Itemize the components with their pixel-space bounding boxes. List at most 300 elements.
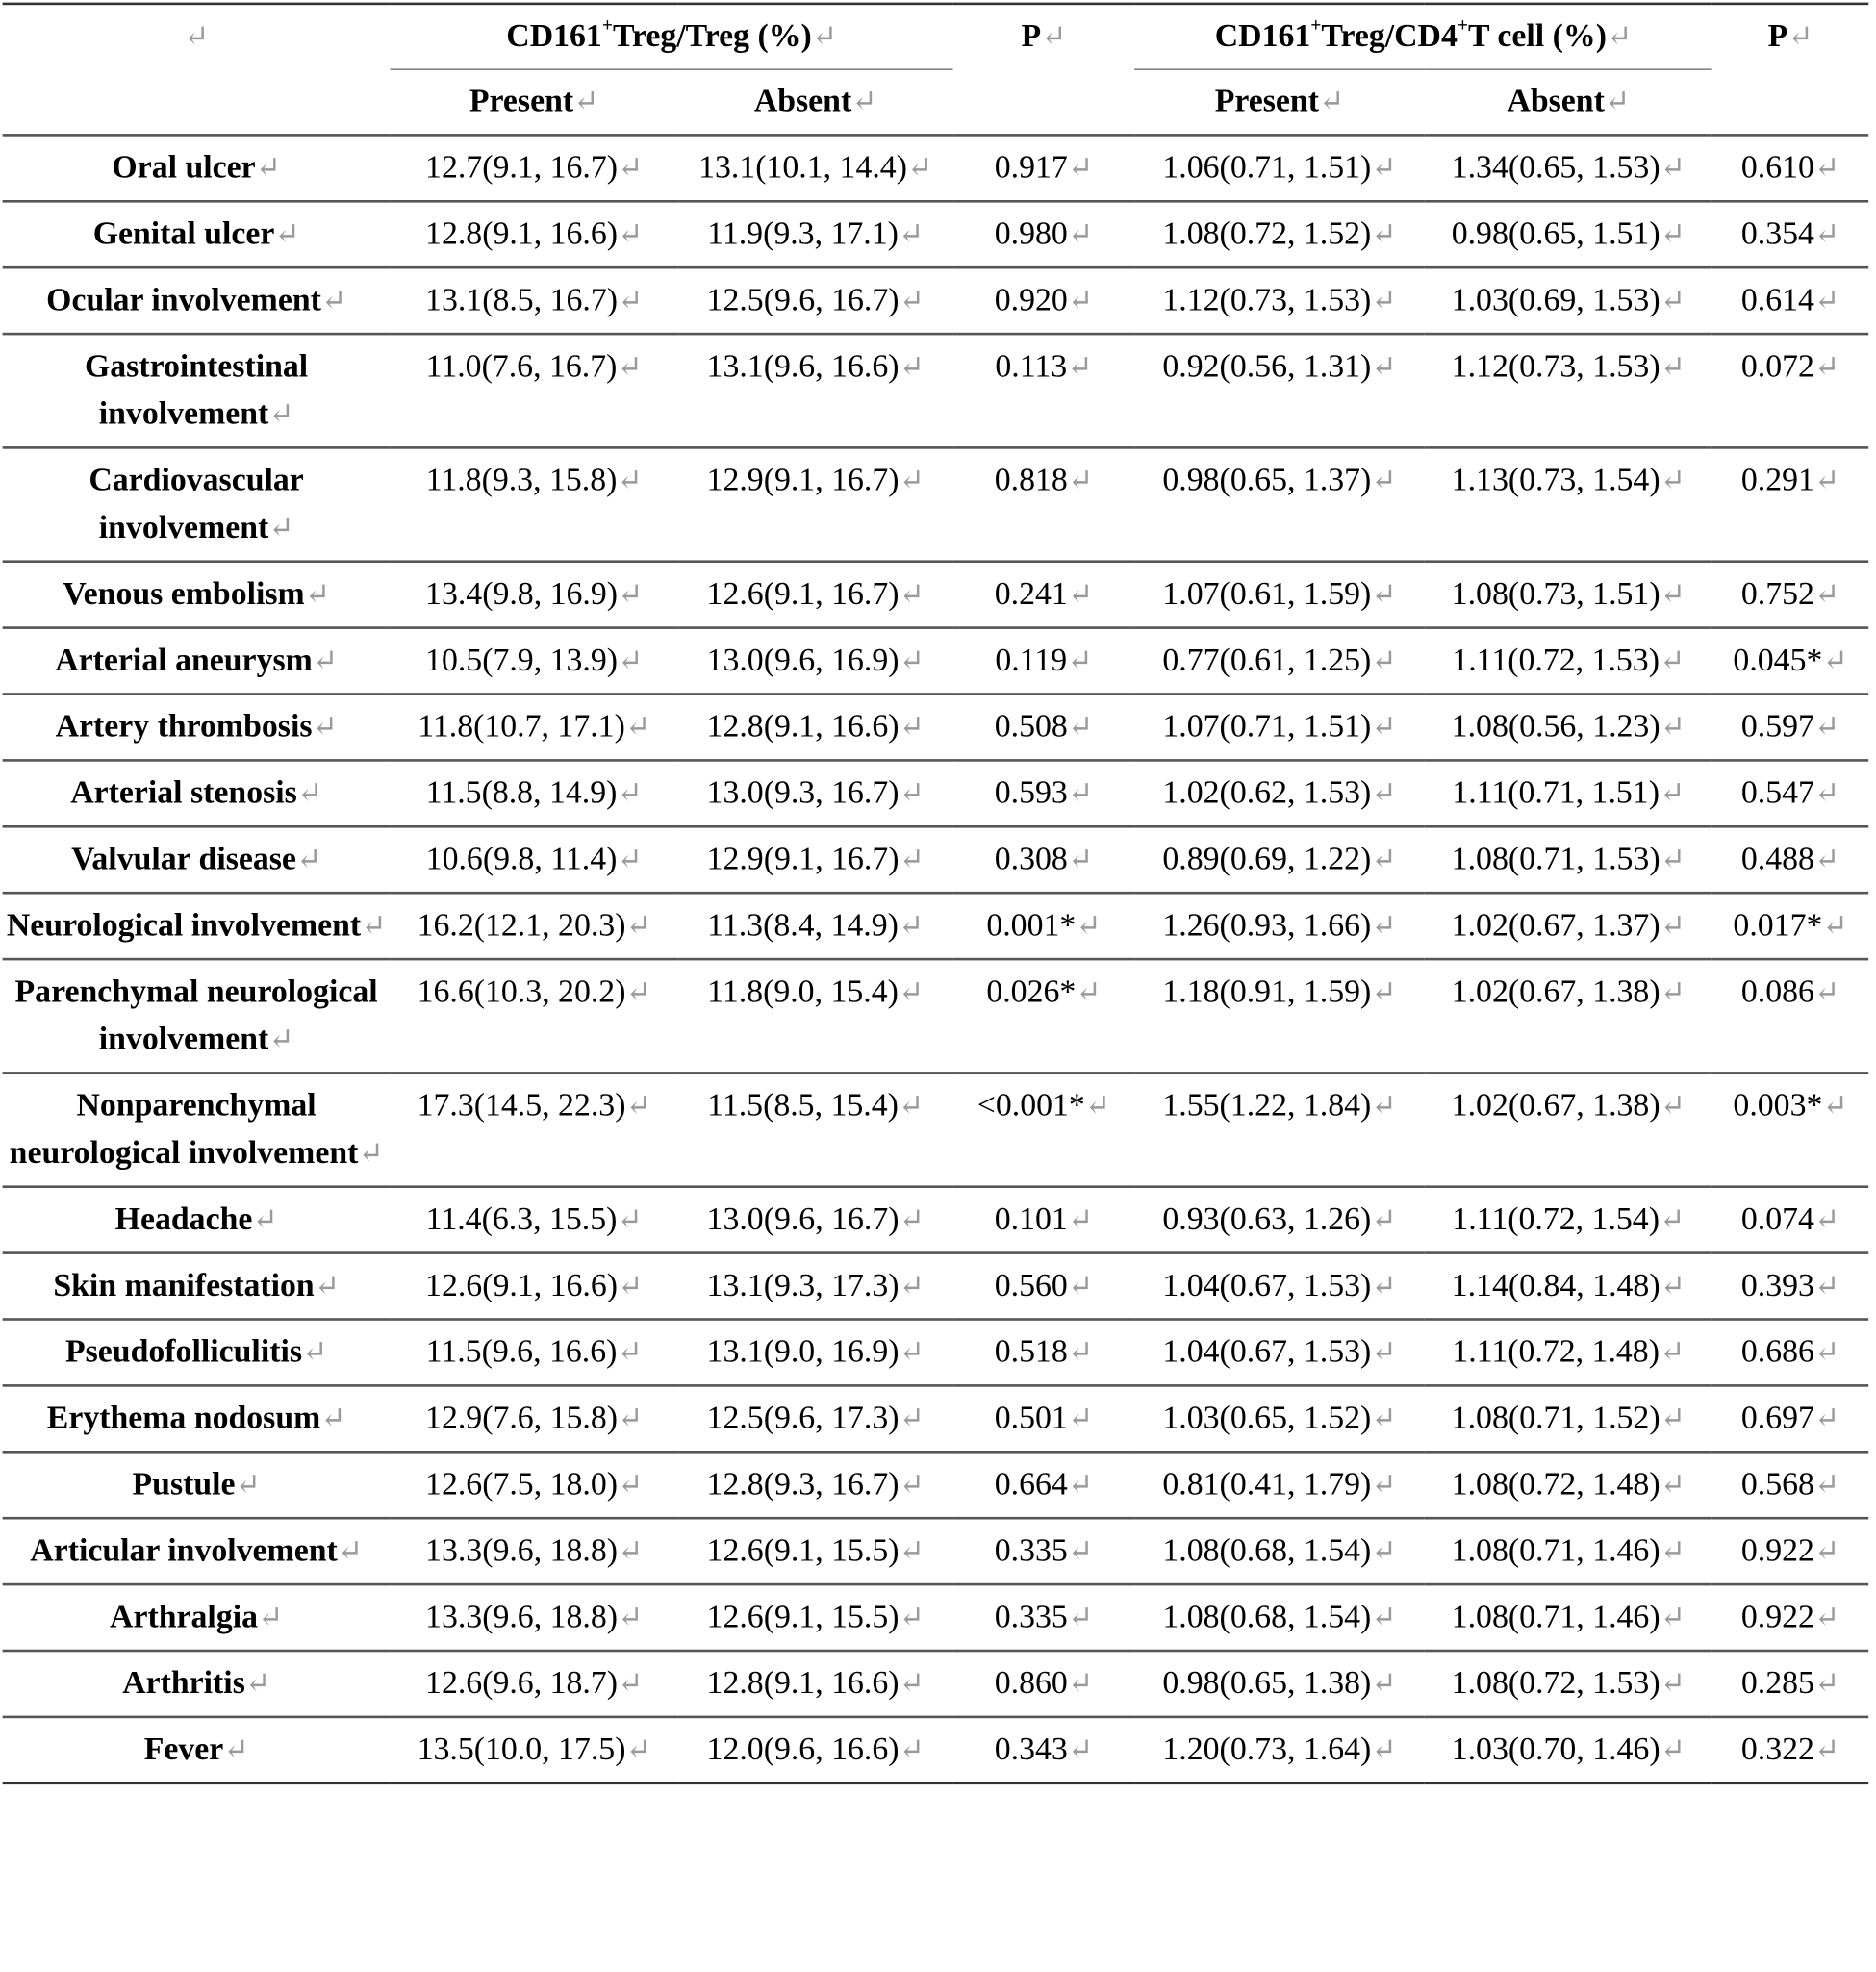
cd4-present-cell: 1.06(0.71, 1.51)↵	[1162, 148, 1397, 186]
return-mark: ↵	[1813, 1734, 1840, 1767]
return-mark: ↵	[1659, 645, 1686, 678]
return-mark: ↵	[618, 1403, 644, 1436]
return-mark: ↵	[1371, 711, 1397, 745]
return-mark: ↵	[184, 21, 210, 54]
cd4-present-cell: 1.02(0.62, 1.53)↵	[1162, 773, 1397, 811]
row-label: Skin manifestation↵	[53, 1266, 340, 1303]
return-mark: ↵	[617, 844, 643, 877]
header-p-cd4: P↵	[1767, 17, 1813, 54]
return-mark: ↵	[624, 711, 650, 745]
return-mark: ↵	[1813, 1602, 1840, 1635]
cd4-present-cell: 1.07(0.61, 1.59)↵	[1162, 575, 1397, 612]
treg-present-cell: 12.7(9.1, 16.7)↵	[425, 148, 644, 186]
return-mark: ↵	[1813, 465, 1840, 498]
table-row	[3, 201, 1869, 267]
return-mark: ↵	[1822, 910, 1848, 944]
treg-absent-cell: 11.8(9.0, 15.4)↵	[707, 973, 925, 1010]
treg-absent-cell: 13.0(9.6, 16.9)↵	[706, 641, 925, 678]
treg-p-cell: 0.026*↵	[986, 973, 1102, 1010]
row-label: Genital ulcer↵	[92, 215, 300, 252]
cd4-present-cell: 0.77(0.61, 1.25)↵	[1162, 641, 1397, 678]
return-mark: ↵	[618, 218, 644, 252]
cd4-present-cell: 1.04(0.67, 1.53)↵	[1162, 1266, 1397, 1303]
return-mark: ↵	[320, 285, 347, 318]
row-label: Venous embolism↵	[63, 575, 330, 612]
return-mark: ↵	[898, 976, 925, 1010]
treg-present-cell: 12.6(9.1, 16.6)↵	[425, 1266, 644, 1303]
return-mark: ↵	[617, 1203, 643, 1237]
cd4-present-cell: 1.12(0.73, 1.53)↵	[1162, 281, 1397, 318]
cd4-p-cell: 0.003*↵	[1733, 1086, 1848, 1124]
cd4-p-cell: 0.045*↵	[1733, 641, 1848, 678]
cd4-absent-cell: 1.08(0.56, 1.23)↵	[1451, 707, 1686, 745]
return-mark: ↵	[1067, 1203, 1093, 1237]
row-label: Ocular involvement↵	[46, 281, 347, 318]
treg-p-cell: 0.101↵	[994, 1201, 1093, 1237]
cd4-absent-cell: 1.03(0.69, 1.53)↵	[1451, 281, 1686, 318]
return-mark: ↵	[906, 152, 933, 186]
return-mark: ↵	[1371, 1469, 1397, 1503]
cd4-present-cell: 1.20(0.73, 1.64)↵	[1162, 1731, 1397, 1767]
treg-present-cell: 12.8(9.1, 16.6)↵	[425, 215, 644, 252]
return-mark: ↵	[1660, 285, 1686, 318]
row-label: Pseudofolliculitis↵	[65, 1332, 328, 1370]
return-mark: ↵	[1660, 578, 1686, 612]
cd4-absent-cell: 1.02(0.67, 1.38)↵	[1451, 973, 1686, 1010]
return-mark: ↵	[1067, 844, 1093, 877]
treg-p-cell: 0.241↵	[994, 575, 1093, 612]
return-mark: ↵	[1067, 1469, 1093, 1503]
return-mark: ↵	[1371, 777, 1397, 811]
return-mark: ↵	[1813, 1469, 1840, 1503]
return-mark: ↵	[1067, 152, 1093, 186]
header-treg-absent: Absent↵	[753, 82, 877, 119]
return-mark: ↵	[1660, 1602, 1686, 1635]
return-mark: ↵	[617, 777, 643, 811]
cd4-present-cell: 0.92(0.56, 1.31)↵	[1162, 347, 1397, 385]
return-mark: ↵	[618, 1602, 644, 1635]
return-mark: ↵	[899, 578, 925, 612]
table-row	[3, 334, 1869, 447]
treg-absent-cell: 13.0(9.3, 16.7)↵	[706, 773, 925, 811]
return-mark: ↵	[899, 465, 925, 498]
return-mark: ↵	[1371, 1668, 1397, 1701]
treg-absent-cell: 11.9(9.3, 17.1)↵	[707, 215, 925, 252]
header-treg-present: Present↵	[469, 82, 599, 119]
return-mark: ↵	[1371, 1090, 1397, 1124]
return-mark: ↵	[1660, 1668, 1686, 1701]
table-row	[3, 135, 1869, 201]
cd4-p-cell: 0.393↵	[1740, 1266, 1840, 1303]
cd4-absent-cell: 1.02(0.67, 1.37)↵	[1451, 906, 1686, 944]
return-mark: ↵	[899, 1336, 925, 1370]
return-mark: ↵	[1660, 1734, 1686, 1767]
return-mark: ↵	[1067, 1668, 1093, 1701]
header-corner	[3, 4, 391, 136]
return-mark: ↵	[1813, 1535, 1840, 1569]
cd4-present-cell: 1.08(0.68, 1.54)↵	[1162, 1531, 1397, 1569]
return-mark: ↵	[304, 578, 330, 612]
treg-present-cell: 11.0(7.6, 16.7)↵	[425, 347, 643, 385]
return-mark: ↵	[625, 976, 651, 1010]
cd4-absent-cell: 1.03(0.70, 1.46)↵	[1451, 1731, 1686, 1767]
treg-absent-cell: 12.9(9.1, 16.7)↵	[706, 840, 925, 877]
table-row	[3, 1253, 1869, 1320]
treg-absent-cell: 12.8(9.3, 16.7)↵	[706, 1465, 925, 1503]
table-row	[3, 1452, 1869, 1518]
return-mark: ↵	[274, 218, 300, 252]
cd4-absent-cell: 1.11(0.72, 1.48)↵	[1452, 1332, 1686, 1370]
treg-p-cell: 0.664↵	[994, 1465, 1093, 1503]
treg-p-cell: 0.113↵	[995, 347, 1093, 385]
table-row	[3, 562, 1869, 628]
row-label: Valvular disease↵	[71, 840, 322, 877]
return-mark: ↵	[899, 1734, 925, 1767]
return-mark: ↵	[268, 513, 294, 545]
treg-p-cell: 0.001*↵	[986, 906, 1102, 944]
return-mark: ↵	[1371, 218, 1397, 252]
cd4-present-cell: 1.18(0.91, 1.59)↵	[1162, 973, 1397, 1010]
row-label: Neurological involvement↵	[6, 906, 387, 944]
treg-p-cell: 0.593↵	[994, 773, 1093, 811]
return-mark: ↵	[618, 152, 644, 186]
cd4-absent-cell: 1.11(0.72, 1.53)↵	[1452, 641, 1686, 678]
cd4-absent-cell: 1.08(0.71, 1.46)↵	[1451, 1531, 1686, 1569]
cd4-p-cell: 0.610↵	[1740, 148, 1840, 186]
treg-p-cell: 0.860↵	[994, 1664, 1093, 1701]
treg-absent-cell: 13.1(9.3, 17.3)↵	[706, 1266, 925, 1303]
return-mark: ↵	[618, 1668, 644, 1701]
return-mark: ↵	[358, 1138, 384, 1171]
row-label: Headache↵	[114, 1201, 278, 1237]
treg-p-cell: 0.308↵	[994, 840, 1093, 877]
return-mark: ↵	[1371, 1403, 1397, 1436]
table-row	[3, 826, 1869, 893]
treg-absent-cell: 13.1(9.0, 16.9)↵	[706, 1332, 925, 1370]
treg-p-cell: 0.920↵	[994, 281, 1093, 318]
return-mark: ↵	[1371, 645, 1397, 678]
return-mark: ↵	[1371, 844, 1397, 877]
treg-absent-cell: 13.1(9.6, 16.6)↵	[706, 347, 925, 385]
cd4-p-cell: 0.285↵	[1740, 1664, 1840, 1701]
return-mark: ↵	[1813, 777, 1840, 811]
header-group-treg: CD161+Treg/Treg (%)↵	[391, 4, 953, 69]
cd4-p-cell: 0.322↵	[1740, 1731, 1840, 1767]
return-mark: ↵	[1371, 1270, 1397, 1303]
table-row	[3, 1320, 1869, 1386]
return-mark: ↵	[1813, 711, 1840, 745]
return-mark: ↵	[617, 1336, 643, 1370]
return-mark: ↵	[899, 1270, 925, 1303]
return-mark: ↵	[1813, 1270, 1840, 1303]
return-mark: ↵	[899, 351, 925, 385]
row-label: Articular involvement↵	[30, 1531, 363, 1569]
return-mark: ↵	[1813, 1403, 1840, 1436]
return-mark: ↵	[899, 1535, 925, 1569]
return-mark: ↵	[1067, 711, 1093, 745]
cd4-absent-cell: 1.11(0.71, 1.51)↵	[1452, 773, 1686, 811]
cd4-absent-cell: 1.14(0.84, 1.48)↵	[1451, 1266, 1686, 1303]
cd4-absent-cell: 1.11(0.72, 1.54)↵	[1452, 1201, 1686, 1237]
return-mark: ↵	[1067, 351, 1093, 385]
cd4-p-cell: 0.291↵	[1740, 461, 1840, 498]
return-mark: ↵	[337, 1535, 363, 1569]
row-label: Arthralgia↵	[110, 1598, 284, 1635]
return-mark: ↵	[899, 711, 925, 745]
return-mark: ↵	[1660, 1270, 1686, 1303]
cd4-absent-cell: 0.98(0.65, 1.51)↵	[1451, 215, 1686, 252]
cd4-absent-cell: 1.08(0.72, 1.48)↵	[1451, 1465, 1686, 1503]
treg-p-cell: 0.508↵	[994, 707, 1093, 745]
return-mark: ↵	[258, 1602, 284, 1635]
cd4-p-cell: 0.354↵	[1740, 215, 1840, 252]
return-mark: ↵	[1067, 1270, 1093, 1303]
return-mark: ↵	[899, 844, 925, 877]
cd4-absent-cell: 1.08(0.71, 1.52)↵	[1451, 1399, 1686, 1436]
return-mark: ↵	[1660, 152, 1686, 186]
treg-absent-cell: 12.9(9.1, 16.7)↵	[706, 461, 925, 498]
cd4-present-cell: 1.03(0.65, 1.52)↵	[1162, 1399, 1397, 1436]
treg-present-cell: 11.4(6.3, 15.5)↵	[425, 1201, 643, 1237]
treg-present-cell: 13.3(9.6, 18.8)↵	[425, 1598, 644, 1635]
return-mark: ↵	[1660, 1469, 1686, 1503]
cd4-present-cell: 1.55(1.22, 1.84)↵	[1162, 1086, 1397, 1124]
return-mark: ↵	[223, 1734, 249, 1767]
row-label: Cardiovascular involvement↵	[89, 461, 304, 545]
cd4-p-cell: 0.922↵	[1740, 1531, 1840, 1569]
return-mark: ↵	[314, 1270, 340, 1303]
row-label: Gastrointestinal involvement↵	[84, 347, 309, 432]
table-row	[3, 628, 1869, 695]
return-mark: ↵	[1067, 285, 1093, 318]
treg-present-cell: 13.4(9.8, 16.9)↵	[425, 575, 644, 612]
cd4-p-cell: 0.686↵	[1740, 1332, 1840, 1370]
return-mark: ↵	[312, 645, 338, 678]
table-row	[3, 893, 1869, 959]
return-mark: ↵	[1660, 465, 1686, 498]
treg-present-cell: 16.6(10.3, 20.2)↵	[417, 973, 651, 1010]
treg-present-cell: 11.8(10.7, 17.1)↵	[418, 707, 650, 745]
return-mark: ↵	[1067, 218, 1093, 252]
header-row-groups	[3, 4, 1869, 69]
return-mark: ↵	[1822, 645, 1848, 678]
return-mark: ↵	[1813, 976, 1840, 1010]
return-mark: ↵	[1371, 351, 1397, 385]
return-mark: ↵	[899, 285, 925, 318]
treg-present-cell: 10.5(7.9, 13.9)↵	[425, 641, 644, 678]
return-mark: ↵	[1067, 578, 1093, 612]
cd4-present-cell: 0.89(0.69, 1.22)↵	[1162, 840, 1397, 877]
cd4-present-cell: 1.26(0.93, 1.66)↵	[1162, 906, 1397, 944]
treg-p-cell: 0.518↵	[994, 1332, 1093, 1370]
table-row	[3, 1518, 1869, 1584]
treg-p-cell: 0.335↵	[994, 1531, 1093, 1569]
treg-present-cell: 10.6(9.8, 11.4)↵	[425, 840, 643, 877]
treg-p-cell: <0.001*↵	[976, 1086, 1110, 1124]
return-mark: ↵	[1660, 844, 1686, 877]
return-mark: ↵	[1813, 218, 1840, 252]
cd4-p-cell: 0.086↵	[1740, 973, 1840, 1010]
row-label: Oral ulcer↵	[112, 148, 281, 186]
return-mark: ↵	[1660, 910, 1686, 944]
table-row	[3, 267, 1869, 334]
return-mark: ↵	[618, 645, 644, 678]
return-mark: ↵	[361, 910, 387, 944]
return-mark: ↵	[625, 910, 651, 944]
return-mark: ↵	[899, 1403, 925, 1436]
cd4-p-cell: 0.017*↵	[1733, 906, 1848, 944]
table-row	[3, 760, 1869, 826]
return-mark: ↵	[1660, 1090, 1686, 1124]
table-row	[3, 1584, 1869, 1651]
return-mark: ↵	[899, 777, 925, 811]
return-mark: ↵	[268, 1024, 294, 1057]
treg-p-cell: 0.343↵	[994, 1731, 1093, 1767]
cd4-absent-cell: 1.08(0.73, 1.51)↵	[1451, 575, 1686, 612]
treg-present-cell: 11.5(8.8, 14.9)↵	[425, 773, 643, 811]
cd4-p-cell: 0.488↵	[1740, 840, 1840, 877]
return-mark: ↵	[1659, 777, 1686, 811]
treg-p-cell: 0.818↵	[994, 461, 1093, 498]
cd4-present-cell: 0.98(0.65, 1.37)↵	[1162, 461, 1397, 498]
row-label: Artery thrombosis↵	[55, 707, 338, 745]
return-mark: ↵	[1371, 465, 1397, 498]
return-mark: ↵	[1371, 285, 1397, 318]
treg-absent-cell: 13.1(10.1, 14.4)↵	[698, 148, 933, 186]
treg-present-cell: 12.9(7.6, 15.8)↵	[425, 1399, 644, 1436]
return-mark: ↵	[1067, 645, 1093, 678]
cd4-absent-cell: 1.13(0.73, 1.54)↵	[1451, 461, 1686, 498]
return-mark: ↵	[320, 1403, 346, 1436]
return-mark: ↵	[268, 398, 294, 432]
return-mark: ↵	[899, 1469, 925, 1503]
table-row	[3, 1385, 1869, 1452]
return-mark: ↵	[1659, 1336, 1686, 1370]
return-mark: ↵	[1371, 910, 1397, 944]
treg-p-cell: 0.335↵	[994, 1598, 1093, 1635]
return-mark: ↵	[1067, 1734, 1093, 1767]
row-label: Fever↵	[143, 1731, 249, 1767]
return-mark: ↵	[1660, 1403, 1686, 1436]
return-mark: ↵	[1813, 844, 1840, 877]
cd4-present-cell: 0.93(0.63, 1.26)↵	[1162, 1201, 1397, 1237]
header-group-cd4: CD161+Treg/CD4+T cell (%)↵	[1134, 4, 1712, 69]
return-mark: ↵	[617, 351, 643, 385]
return-mark: ↵	[1371, 1602, 1397, 1635]
return-mark: ↵	[1371, 578, 1397, 612]
treg-present-cell: 13.5(10.0, 17.5)↵	[417, 1731, 651, 1767]
treg-absent-cell: 12.5(9.6, 17.3)↵	[706, 1399, 925, 1436]
return-mark: ↵	[898, 218, 925, 252]
return-mark: ↵	[1371, 152, 1397, 186]
return-mark: ↵	[1084, 1090, 1110, 1124]
table-row	[3, 1073, 1869, 1186]
return-mark: ↵	[899, 1602, 925, 1635]
cd4-absent-cell: 1.12(0.73, 1.53)↵	[1451, 347, 1686, 385]
treg-present-cell: 13.3(9.6, 18.8)↵	[425, 1531, 644, 1569]
return-mark: ↵	[312, 711, 338, 745]
return-mark: ↵	[1813, 351, 1840, 385]
header-cd4-present: Present↵	[1214, 82, 1345, 119]
cd4-p-cell: 0.597↵	[1740, 707, 1840, 745]
return-mark: ↵	[1813, 285, 1840, 318]
return-mark: ↵	[1813, 1668, 1840, 1701]
table-row	[3, 447, 1869, 561]
treg-p-cell: 0.980↵	[994, 215, 1093, 252]
return-mark: ↵	[235, 1469, 261, 1503]
return-mark: ↵	[1076, 910, 1102, 944]
row-label: Nonparenchymal neurological involvement↵	[9, 1086, 384, 1171]
return-mark: ↵	[296, 777, 322, 811]
cd4-p-cell: 0.074↵	[1740, 1201, 1840, 1237]
cd4-present-cell: 0.98(0.65, 1.38)↵	[1162, 1664, 1397, 1701]
return-mark: ↵	[617, 465, 643, 498]
return-mark: ↵	[295, 844, 322, 877]
treg-absent-cell: 12.8(9.1, 16.6)↵	[706, 1664, 925, 1701]
return-mark: ↵	[618, 285, 644, 318]
return-mark: ↵	[618, 1270, 644, 1303]
treg-present-cell: 11.8(9.3, 15.8)↵	[425, 461, 643, 498]
treg-absent-cell: 11.3(8.4, 14.9)↵	[707, 906, 925, 944]
return-mark: ↵	[1371, 1734, 1397, 1767]
return-mark: ↵	[898, 1090, 925, 1124]
treg-absent-cell: 11.5(8.5, 15.4)↵	[707, 1086, 925, 1124]
return-mark: ↵	[1660, 351, 1686, 385]
return-mark: ↵	[1067, 1602, 1093, 1635]
cd4-p-cell: 0.072↵	[1740, 347, 1840, 385]
return-mark: ↵	[1371, 1203, 1397, 1237]
return-mark: ↵	[1813, 1203, 1840, 1237]
header-p-treg: P↵	[1021, 17, 1067, 54]
return-mark: ↵	[625, 1734, 651, 1767]
return-mark: ↵	[898, 910, 925, 944]
row-label: Parenchymal neurological involvement↵	[14, 973, 378, 1057]
return-mark: ↵	[1371, 1535, 1397, 1569]
return-mark: ↵	[618, 1535, 644, 1569]
row-label: Pustule↵	[132, 1465, 261, 1503]
table-row	[3, 1717, 1869, 1783]
row-label: Arthritis↵	[122, 1664, 271, 1701]
treg-present-cell: 17.3(14.5, 22.3)↵	[417, 1086, 651, 1124]
return-mark: ↵	[244, 1668, 271, 1701]
return-mark: ↵	[1813, 1336, 1840, 1370]
row-label: Arterial stenosis↵	[70, 773, 322, 811]
return-mark: ↵	[252, 1203, 278, 1237]
cd4-p-cell: 0.547↵	[1740, 773, 1840, 811]
return-mark: ↵	[1076, 976, 1102, 1010]
return-mark: ↵	[618, 1469, 644, 1503]
treg-absent-cell: 12.6(9.1, 16.7)↵	[706, 575, 925, 612]
treg-present-cell: 16.2(12.1, 20.3)↵	[417, 906, 651, 944]
return-mark: ↵	[1659, 1203, 1686, 1237]
table-body	[3, 135, 1869, 1782]
treg-p-cell: 0.917↵	[994, 148, 1093, 186]
return-mark: ↵	[1813, 152, 1840, 186]
return-mark: ↵	[1067, 1336, 1093, 1370]
treg-absent-cell: 12.6(9.1, 15.5)↵	[706, 1598, 925, 1635]
treg-present-cell: 11.5(9.6, 16.6)↵	[425, 1332, 643, 1370]
return-mark: ↵	[1067, 777, 1093, 811]
return-mark: ↵	[1660, 1535, 1686, 1569]
cd4-p-cell: 0.752↵	[1740, 575, 1840, 612]
cd4-absent-cell: 1.08(0.72, 1.53)↵	[1451, 1664, 1686, 1701]
table-row	[3, 1187, 1869, 1253]
cd4-absent-cell: 1.08(0.71, 1.53)↵	[1451, 840, 1686, 877]
return-mark: ↵	[1067, 1535, 1093, 1569]
return-mark: ↵	[1371, 976, 1397, 1010]
return-mark: ↵	[625, 1090, 651, 1124]
return-mark: ↵	[302, 1336, 328, 1370]
